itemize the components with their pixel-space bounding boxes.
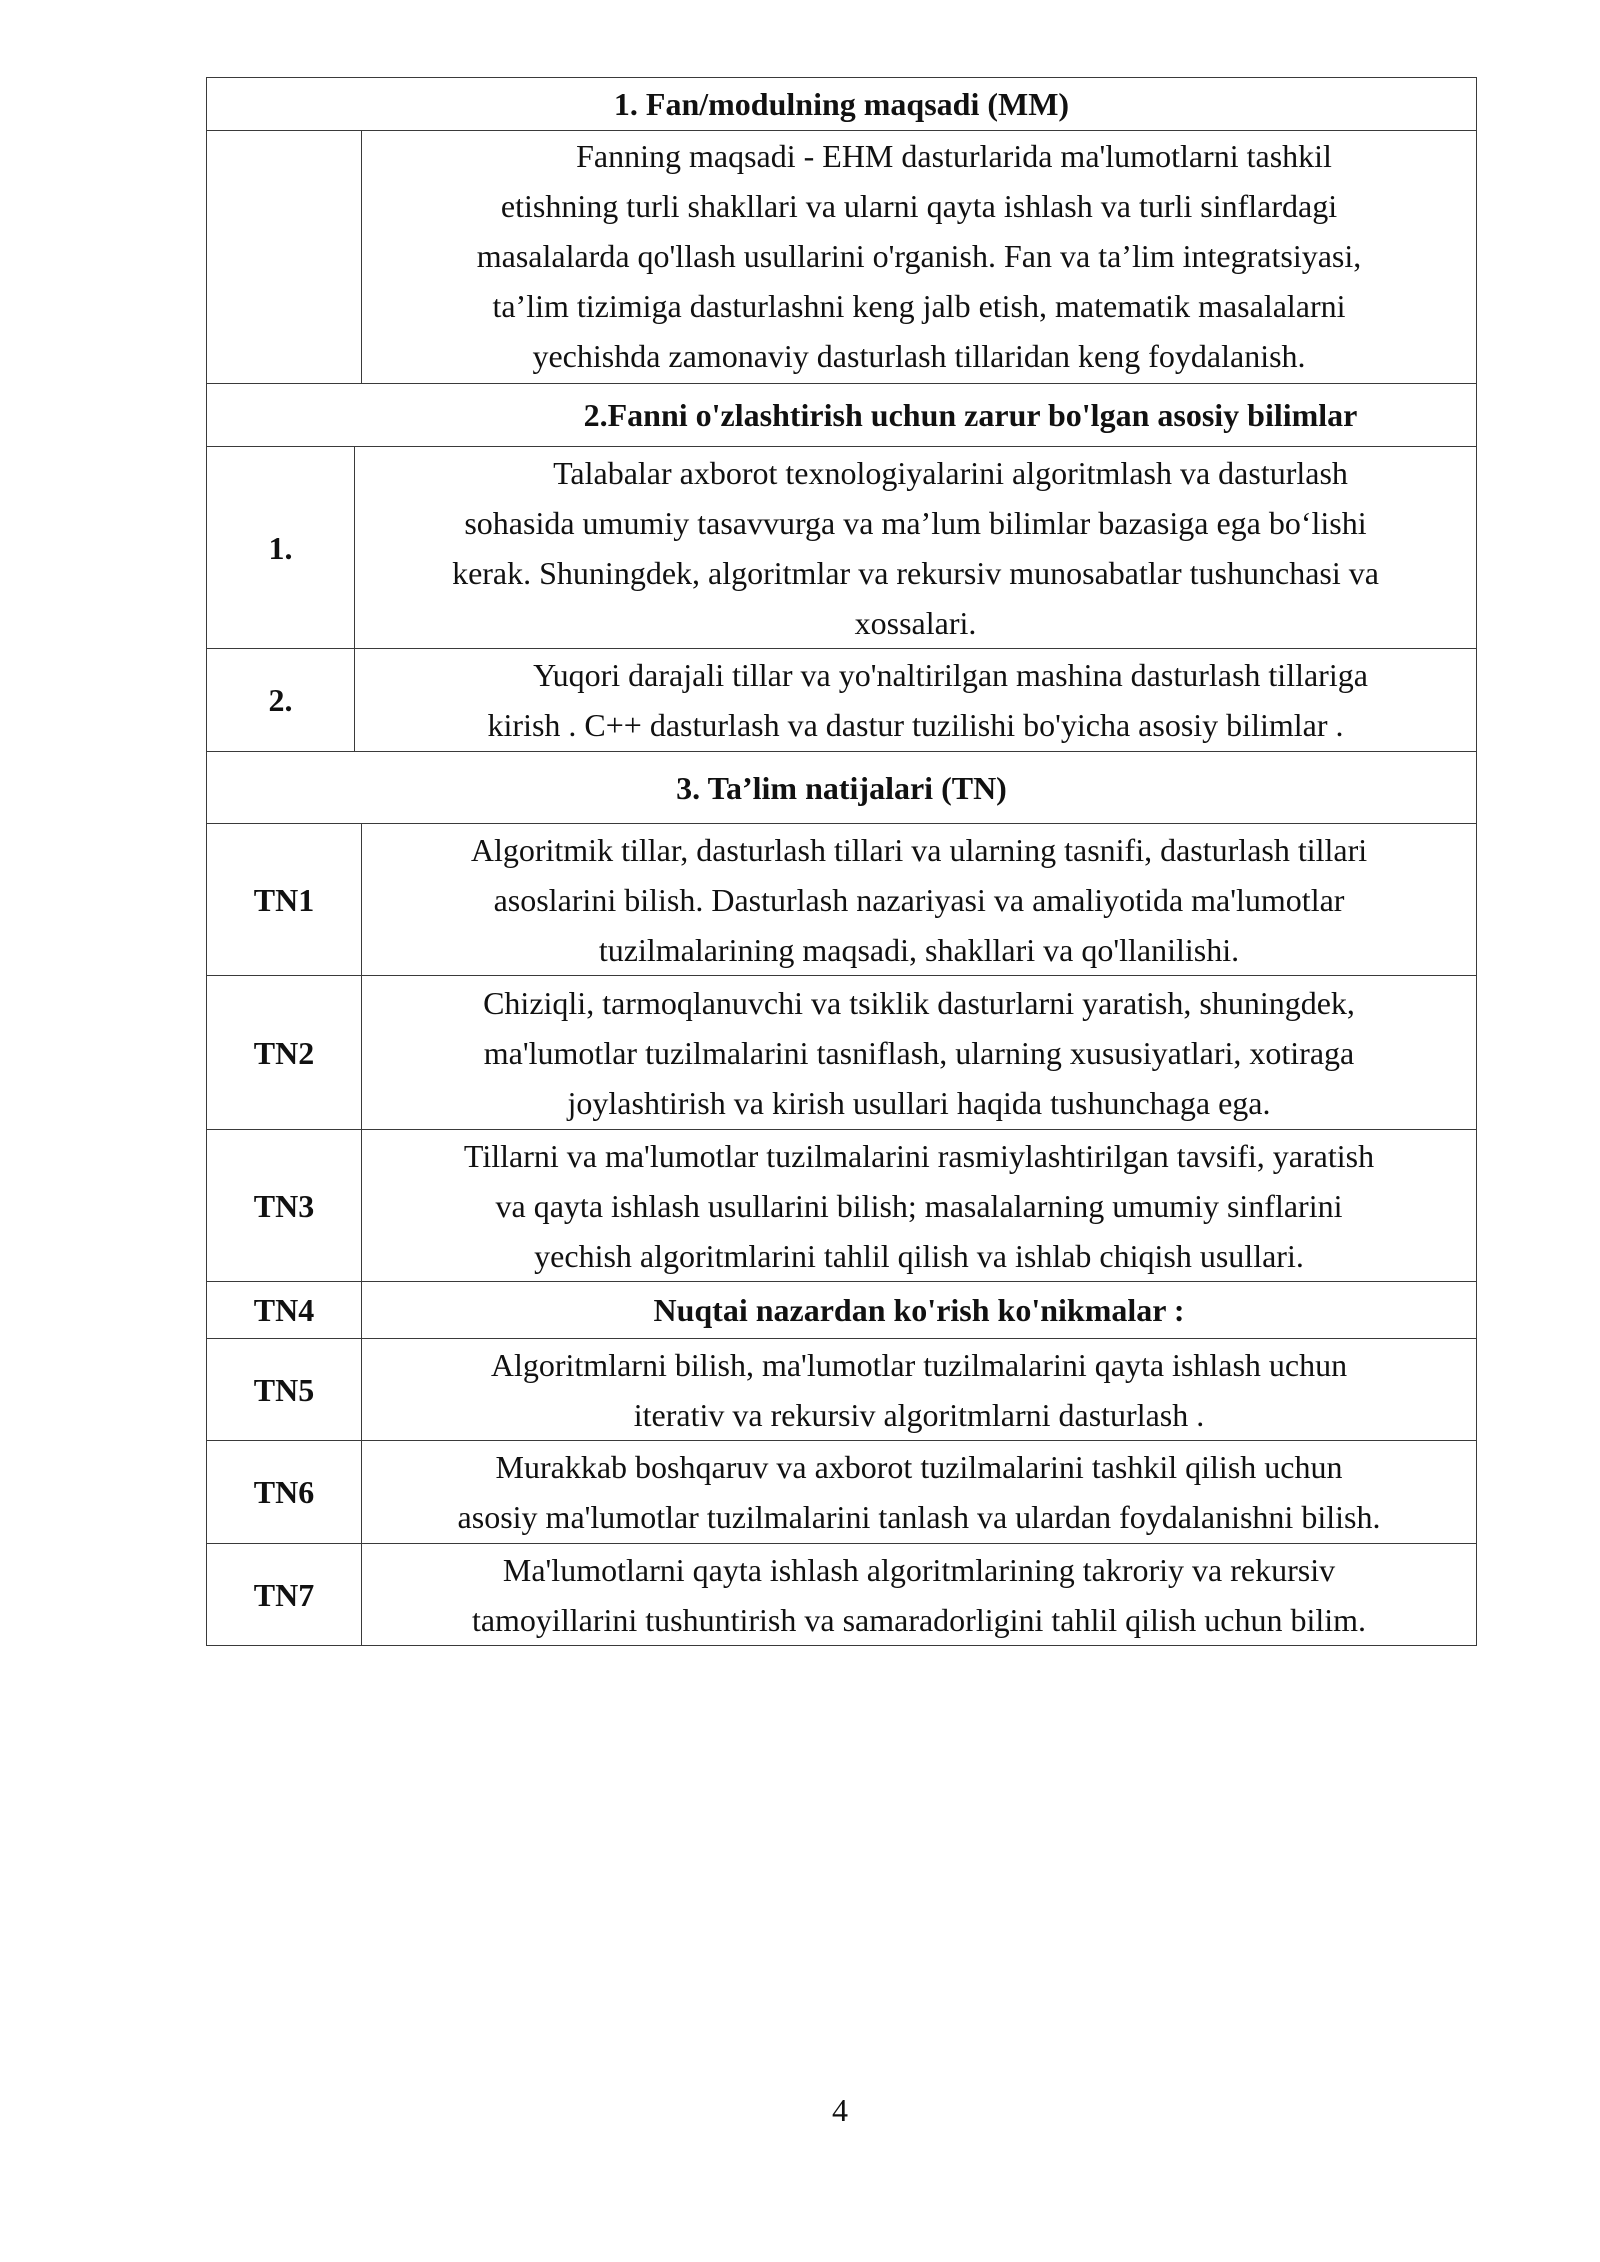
text-line: Algoritmlarni bilish, ma'lumotlar tuzilmalarini qayta ishlash uchun xyxy=(490,1346,1348,1383)
text-line: Chiziqli, tarmoqlanuvchi va tsiklik dasturlarni yaratish, shuningdek, xyxy=(483,984,1355,1021)
text-line: Yuqori darajali tillar va yo'naltirilgan mashina dasturlash tillariga xyxy=(533,657,1368,693)
text-line: masalalarda qo'llash usullarini o'rganish. Fan va ta’lim integratsiyasi, xyxy=(476,238,1362,274)
text-line: yechishda zamonaviy dasturlash tillaridan keng foydalanish. xyxy=(532,338,1306,374)
outcome-code: TN3 xyxy=(207,1130,362,1281)
table-row xyxy=(206,1544,1477,1646)
row-text-cell xyxy=(362,1544,1476,1645)
row-number: 2. xyxy=(207,649,355,751)
table-row xyxy=(206,649,1477,752)
text-line: asoslarini bilish. Dasturlash nazariyasi va amaliyotida ma'lumotlar xyxy=(493,881,1345,918)
page-number: 4 xyxy=(832,2092,848,2128)
section-heading: 2.Fanni o'zlashtirish uchun zarur bo'lgan asosiy bilimlar xyxy=(583,397,1358,433)
text-line: tamoyillarini tushuntirish va samaradorligini tahlil qilish uchun bilim. xyxy=(471,1601,1367,1638)
outcome-code: TN5 xyxy=(207,1339,362,1440)
row-text-cell xyxy=(355,649,1476,751)
text-line: Tillarni va ma'lumotlar tuzilmalarini rasmiylashtirilgan tavsifi, yaratish xyxy=(463,1137,1375,1174)
table-row xyxy=(206,824,1477,976)
row-text-cell xyxy=(362,824,1476,975)
table-row xyxy=(206,1130,1477,1282)
syllabus-table xyxy=(206,77,1477,1646)
outcome-code: TN1 xyxy=(207,824,362,975)
text-line: kirish . C++ dasturlash va dastur tuzilishi bo'yicha asosiy bilimlar . xyxy=(487,707,1344,743)
table-row xyxy=(206,1339,1477,1441)
table-row xyxy=(206,1441,1477,1544)
text-line: tuzilmalarining maqsadi, shakllari va qo'llanilishi. xyxy=(598,931,1240,968)
row-text-cell xyxy=(362,1339,1476,1440)
text-line: kerak. Shuningdek, algoritmlar va rekursiv munosabatlar tushunchasi va xyxy=(452,554,1379,591)
section-heading: 3. Ta’lim natijalari (TN) xyxy=(676,769,1007,806)
row-text-cell xyxy=(362,1441,1476,1543)
row-number: 1. xyxy=(207,447,355,648)
table-row xyxy=(206,131,1477,384)
text-line: joylashtirish va kirish usullari haqida tushunchaga ega. xyxy=(567,1084,1271,1121)
row-text-cell xyxy=(355,447,1476,648)
row-text-cell xyxy=(362,1282,1476,1338)
text-line: asosiy ma'lumotlar tuzilmalarini tanlash va ulardan foydalanishni bilish. xyxy=(457,1499,1381,1535)
text-line: Algoritmik tillar, dasturlash tillari va ularning tasnifi, dasturlash tillari xyxy=(470,831,1368,868)
text-line: Ma'lumotlarni qayta ishlash algoritmlarining takroriy va rekursiv xyxy=(502,1551,1336,1588)
table-row xyxy=(206,1282,1477,1339)
table-row xyxy=(206,447,1477,649)
text-line: va qayta ishlash usullarini bilish; masalalarning umumiy sinflarini xyxy=(495,1187,1343,1224)
outcome-code: TN7 xyxy=(207,1544,362,1645)
text-line: ta’lim tizimiga dasturlashni keng jalb etish, matematik masalalarni xyxy=(492,288,1346,324)
row-text-cell xyxy=(362,976,1476,1129)
row-text-cell xyxy=(362,1130,1476,1281)
text-line: sohasida umumiy tasavvurga va ma’lum bilimlar bazasiga ega bo‘lishi xyxy=(464,504,1367,541)
text-line: iterativ va rekursiv algoritmlarni dasturlash . xyxy=(633,1396,1205,1433)
section-heading: 1. Fan/modulning maqsadi (MM) xyxy=(613,86,1070,122)
text-line: etishning turli shakllari va ularni qayta ishlash va turli sinflardagi xyxy=(500,188,1338,224)
text-line: Fanning maqsadi - EHM dasturlarida ma'lumotlarni tashkil xyxy=(576,138,1332,174)
section-heading-row xyxy=(206,384,1477,447)
outcome-code: TN4 xyxy=(207,1282,362,1338)
section-heading-row xyxy=(206,78,1477,131)
table-row xyxy=(206,976,1477,1130)
section-heading-row xyxy=(206,752,1477,824)
text-line: yechish algoritmlarini tahlil qilish va ishlab chiqish usullari. xyxy=(534,1237,1304,1274)
text-line: Murakkab boshqaruv va axborot tuzilmalarini tashkil qilish uchun xyxy=(495,1449,1343,1485)
outcome-code: TN6 xyxy=(207,1441,362,1543)
row-label-cell xyxy=(207,131,362,383)
text-line: Talabalar axborot texnologiyalarini algoritmlash va dasturlash xyxy=(553,454,1348,491)
text-line: ma'lumotlar tuzilmalarini tasniflash, ularning xususiyatlari, xotiraga xyxy=(483,1034,1355,1071)
text-line: xossalari. xyxy=(854,604,977,641)
row-text-cell xyxy=(362,131,1476,383)
text-line: Nuqtai nazardan ko'rish ko'nikmalar : xyxy=(653,1292,1185,1328)
outcome-code: TN2 xyxy=(207,976,362,1129)
